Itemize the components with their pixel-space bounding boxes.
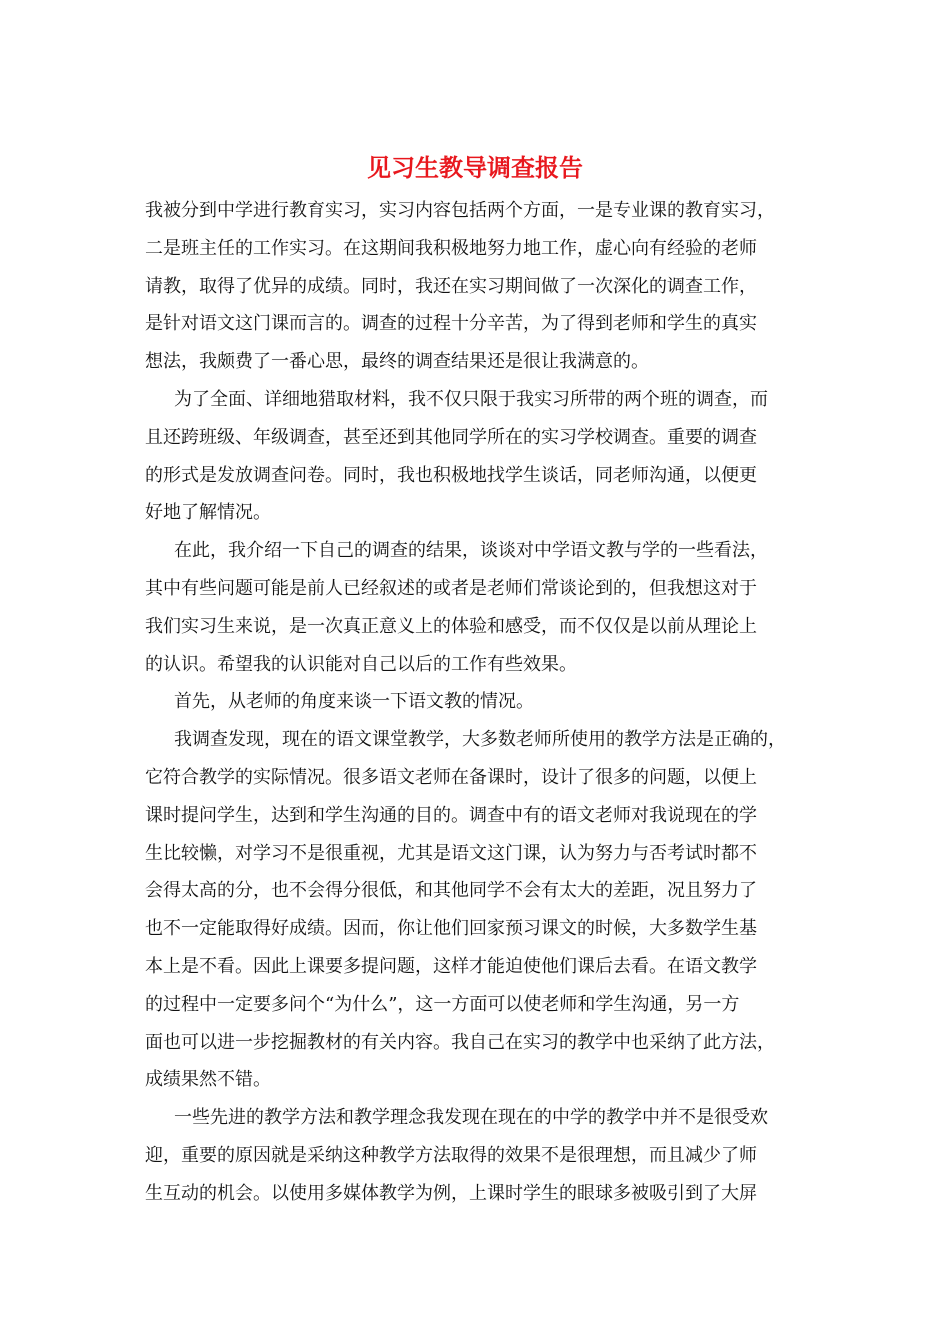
body-line: 一些先进的教学方法和教学理念我发现在现在的中学的教学中并不是很受欢	[174, 1107, 768, 1129]
body-line: 我被分到中学进行教育实习，实习内容包括两个方面，一是专业课的教育实习，	[145, 200, 775, 221]
body-line: 会得太高的分，也不会得分很低，和其他同学不会有太大的差距，况且努力了	[145, 880, 757, 902]
body-line: 其中有些问题可能是前人已经叙述的或者是老师们常谈论到的，但我想这对于	[145, 577, 757, 599]
body-line: 的认识。希望我的认识能对自己以后的工作有些效果。	[145, 653, 577, 675]
body-line: 我调查发现，现在的语文课堂教学，大多数老师所使用的教学方法是正确的，	[174, 729, 786, 751]
body-line: 请教，取得了优异的成绩。同时，我还在实习期间做了一次深化的调查工作，	[145, 275, 757, 297]
body-line: 生互动的机会。以使用多媒体教学为例，上课时学生的眼球多被吸引到了大屏	[145, 1182, 757, 1204]
body-line: 首先，从老师的角度来谈一下语文教的情况。	[174, 691, 534, 713]
body-line: 在此，我介绍一下自己的调查的结果，谈谈对中学语文教与学的一些看法，	[174, 540, 768, 562]
body-line: 的形式是发放调查问卷。同时，我也积极地找学生谈话，同老师沟通，以便更	[145, 464, 757, 486]
body-line: 的过程中一定要多问个“为什么”，这一方面可以使老师和学生沟通，另一方	[145, 993, 740, 1015]
body-line: 它符合教学的实际情况。很多语文老师在备课时，设计了很多的问题，以便上	[145, 766, 757, 788]
body-line: 课时提问学生，达到和学生沟通的目的。调查中有的语文老师对我说现在的学	[145, 804, 757, 826]
body-line: 为了全面、详细地猎取材料，我不仅只限于我实习所带的两个班的调查，而	[174, 388, 768, 410]
document-body	[145, 192, 810, 1213]
body-line: 好地了解情况。	[145, 502, 271, 524]
body-line: 迎，重要的原因就是采纳这种教学方法取得的效果不是很理想，而且减少了师	[145, 1144, 757, 1166]
body-line: 生比较懒，对学习不是很重视，尤其是语文这门课，认为努力与否考试时都不	[145, 842, 757, 864]
document-title: 见习生教导调查报告	[367, 153, 583, 182]
body-line: 本上是不看。因此上课要多提问题，这样才能迫使他们课后去看。在语文教学	[145, 955, 757, 977]
body-line: 且还跨班级、年级调查，甚至还到其他同学所在的实习学校调查。重要的调查	[145, 426, 757, 448]
body-line: 二是班主任的工作实习。在这期间我积极地努力地工作，虚心向有经验的老师	[145, 237, 757, 259]
body-line: 是针对语文这门课而言的。调查的过程十分辛苦，为了得到老师和学生的真实	[145, 313, 757, 335]
body-line: 面也可以进一步挖掘教材的有关内容。我自己在实习的教学中也采纳了此方法，	[145, 1031, 775, 1053]
body-line: 想法，我颇费了一番心思，最终的调查结果还是很让我满意的。	[145, 351, 649, 373]
body-line: 也不一定能取得好成绩。因而，你让他们回家预习课文的时候，大多数学生基	[145, 918, 757, 940]
body-line: 我们实习生来说，是一次真正意义上的体验和感受，而不仅仅是以前从理论上	[145, 615, 757, 637]
body-line: 成绩果然不错。	[145, 1069, 271, 1091]
